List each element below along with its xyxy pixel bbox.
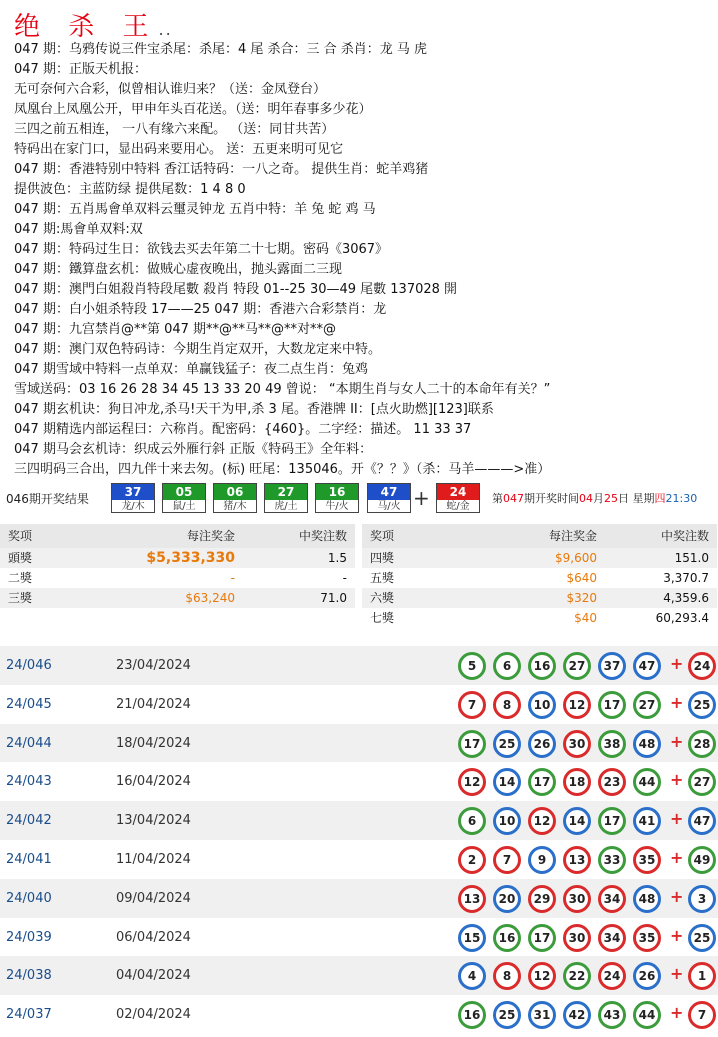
draw-ball	[162, 483, 206, 513]
prize-name: 三獎	[8, 591, 33, 605]
history-row	[0, 685, 718, 724]
history-row	[0, 762, 718, 801]
draw-plus: +	[413, 486, 430, 510]
prize-row	[362, 608, 717, 628]
special-ball: 7	[688, 1001, 716, 1029]
special-ball: 27	[688, 768, 716, 796]
number-ball: 37	[598, 652, 626, 680]
special-ball: 1	[688, 962, 716, 990]
draw-date: 18/04/2024	[116, 735, 191, 751]
draw-number: 06	[214, 484, 256, 500]
prize-amount: $63,240	[185, 591, 235, 605]
prize-name: 頭獎	[8, 551, 33, 565]
history-row	[0, 840, 718, 879]
prize-row	[362, 548, 717, 568]
prediction-line: 特码出在家门口，显出码来要用心。 送：五更来明可见它	[14, 142, 344, 157]
draw-zodiac: 牛/火	[325, 501, 349, 512]
number-ball: 8	[493, 691, 521, 719]
number-ball: 5	[458, 652, 486, 680]
issue-link[interactable]: 24/039	[6, 929, 52, 945]
number-ball: 2	[458, 846, 486, 874]
number-ball: 26	[528, 730, 556, 758]
draw-ball	[213, 483, 257, 513]
number-ball: 26	[633, 962, 661, 990]
prize-amount: -	[230, 571, 235, 585]
draw-date: 06/04/2024	[116, 929, 191, 945]
prize-count: 1.5	[327, 551, 347, 565]
special-ball: 28	[688, 730, 716, 758]
number-ball: 24	[598, 962, 626, 990]
prize-count: 3,370.7	[663, 571, 709, 585]
prediction-line: 提供波色：主蓝防绿 提供尾数：1 4 8 0	[14, 182, 246, 197]
prediction-line: 047 期雪域中特料一点单双：单赢钱猛子：夜二点生肖：兔鸡	[14, 362, 368, 377]
prize-table-header: 奖项 每注奖金 中奖注数	[0, 524, 355, 548]
draw-ball	[111, 483, 155, 513]
special-ball: 3	[688, 885, 716, 913]
number-ball: 6	[458, 807, 486, 835]
number-ball: 47	[633, 652, 661, 680]
special-ball: 24	[688, 652, 716, 680]
prize-count: 151.0	[674, 551, 709, 565]
special-ball: 47	[688, 807, 716, 835]
issue-link[interactable]: 24/041	[6, 851, 52, 867]
number-ball: 14	[493, 768, 521, 796]
prediction-line: 047 期：五肖馬會单双料云璽灵钟龙 五肖中特：羊 兔 蛇 鸡 马	[14, 202, 376, 217]
number-ball: 33	[598, 846, 626, 874]
prediction-line: 凤凰台上凤凰公开，甲申年头百花送。（送：明年春事多少花）	[14, 102, 372, 117]
number-ball: 25	[493, 1001, 521, 1029]
prize-amount: $5,333,330	[146, 550, 235, 566]
number-ball: 34	[598, 924, 626, 952]
number-ball: 48	[633, 885, 661, 913]
draw-zodiac: 蛇/金	[446, 501, 470, 512]
prize-table-left	[0, 524, 355, 608]
prize-name: 七獎	[370, 611, 395, 625]
draw-history-table	[0, 646, 718, 1034]
plus-sign: +	[670, 886, 684, 906]
number-ball: 6	[493, 652, 521, 680]
draw-date: 09/04/2024	[116, 890, 191, 906]
prediction-line: 047 期：乌鸦传说三件宝杀尾：杀尾：4 尾 杀合：三 合 杀肖：龙 马 虎	[14, 42, 428, 57]
draw-date: 04/04/2024	[116, 968, 191, 984]
history-row	[0, 918, 718, 957]
number-ball: 10	[493, 807, 521, 835]
prize-count: 4,359.6	[663, 591, 709, 605]
number-ball: 17	[598, 691, 626, 719]
title-text: 绝 杀 王	[14, 12, 159, 42]
draw-ball	[264, 483, 308, 513]
number-ball: 22	[563, 962, 591, 990]
plus-sign: +	[670, 809, 684, 829]
plus-sign: +	[670, 964, 684, 984]
issue-link[interactable]: 24/045	[6, 696, 52, 712]
number-ball: 17	[528, 768, 556, 796]
plus-sign: +	[670, 770, 684, 790]
draw-number: 05	[163, 484, 205, 500]
prize-name: 四獎	[370, 551, 395, 565]
number-ball: 13	[458, 885, 486, 913]
prize-count: 71.0	[320, 591, 347, 605]
number-ball: 8	[493, 962, 521, 990]
number-ball: 16	[458, 1001, 486, 1029]
number-ball: 12	[528, 962, 556, 990]
number-ball: 30	[563, 730, 591, 758]
draw-zodiac: 虎/土	[274, 501, 298, 512]
draw-number: 24	[437, 484, 479, 500]
number-ball: 7	[493, 846, 521, 874]
prediction-line: 雪域送码：03 16 26 28 34 45 13 33 20 49 曾说： “本期生肖与女人二十的本命年有关？”	[14, 382, 551, 397]
number-ball: 9	[528, 846, 556, 874]
number-ball: 23	[598, 768, 626, 796]
draw-ball	[367, 483, 411, 513]
number-ball: 20	[493, 885, 521, 913]
draw-date: 02/04/2024	[116, 1007, 191, 1023]
number-ball: 38	[598, 730, 626, 758]
number-ball: 34	[598, 885, 626, 913]
issue-link[interactable]: 24/044	[6, 735, 52, 751]
number-ball: 7	[458, 691, 486, 719]
number-ball: 48	[633, 730, 661, 758]
number-ball: 25	[493, 730, 521, 758]
issue-link[interactable]: 24/040	[6, 890, 52, 906]
prize-table-header: 奖项 每注奖金 中奖注数	[362, 524, 717, 548]
number-ball: 12	[563, 691, 591, 719]
number-ball: 27	[563, 652, 591, 680]
draw-number: 27	[265, 484, 307, 500]
draw-date: 23/04/2024	[116, 658, 191, 673]
prediction-text-block	[14, 40, 714, 480]
number-ball: 16	[528, 652, 556, 680]
number-ball: 35	[633, 846, 661, 874]
draw-date: 11/04/2024	[116, 851, 191, 867]
plus-sign: +	[670, 654, 684, 673]
draw-zodiac: 马/火	[377, 501, 401, 512]
prediction-line: 047 期:馬會单双料:双	[14, 222, 143, 237]
issue-link[interactable]: 24/043	[6, 774, 52, 790]
prediction-line: 047 期：特码过生日：欲钱去买去年第二十七期。密码《3067》	[14, 242, 389, 257]
number-ball: 27	[633, 691, 661, 719]
plus-sign: +	[670, 925, 684, 945]
prize-amount: $640	[566, 571, 597, 585]
prize-amount: $9,600	[555, 551, 597, 565]
prize-amount: $320	[566, 591, 597, 605]
prediction-line: 三四明码三合出，四九伴十来去匆。(标) 旺尾：135046。开《？？》（杀：马羊———>准）	[14, 462, 551, 477]
latest-draw-strip	[0, 481, 718, 515]
history-row	[0, 956, 718, 995]
issue-link[interactable]: 24/046	[6, 658, 52, 673]
number-ball: 17	[598, 807, 626, 835]
history-row	[0, 724, 718, 763]
prediction-line: 047 期：九宫禁肖@**第 047 期**@**马**@**对**@	[14, 322, 337, 337]
number-ball: 12	[458, 768, 486, 796]
number-ball: 31	[528, 1001, 556, 1029]
prediction-line: 047 期精选内部运程曰：六称肖。配密码：{460}。二字经：描述。 11 33 37	[14, 422, 472, 437]
history-row	[0, 646, 718, 685]
draw-date: 16/04/2024	[116, 774, 191, 790]
number-ball: 4	[458, 962, 486, 990]
number-ball: 29	[528, 885, 556, 913]
page-title	[14, 6, 173, 42]
number-ball: 17	[528, 924, 556, 952]
number-ball: 42	[563, 1001, 591, 1029]
number-ball: 41	[633, 807, 661, 835]
history-row	[0, 995, 718, 1034]
prediction-line: 047 期：澳門白姐殺肖特段尾數 殺肖 特段 01--25 30—49 尾數 137028 開	[14, 282, 458, 297]
prediction-line: 047 期：香港特别中特料 香江话特码：一八之奇。 提供生肖：蛇羊鸡猪	[14, 162, 429, 177]
history-row	[0, 801, 718, 840]
prize-row	[362, 568, 717, 588]
number-ball: 17	[458, 730, 486, 758]
issue-link[interactable]: 24/037	[6, 1007, 52, 1023]
special-ball: 49	[688, 846, 716, 874]
draw-label: 046期开奖结果	[6, 492, 89, 506]
prediction-line: 047 期：正版天机报：	[14, 62, 147, 77]
prediction-line: 三四之前五相连， 一八有缘六来配。 （送：同甘共苦）	[14, 122, 335, 137]
prize-count: -	[342, 571, 347, 585]
prize-row	[0, 588, 355, 608]
number-ball: 30	[563, 924, 591, 952]
plus-sign: +	[670, 847, 684, 867]
prediction-line: 无可奈何六合彩，似曾相认谁归来？（送：金凤登台）	[14, 82, 327, 97]
special-ball: 25	[688, 691, 716, 719]
prize-name: 二獎	[8, 571, 33, 585]
number-ball: 10	[528, 691, 556, 719]
prize-amount: $40	[574, 611, 597, 625]
number-ball: 14	[563, 807, 591, 835]
prediction-line: 047 期：澳门双色特码诗：今期生肖定双开，大数龙定来中特。	[14, 342, 381, 357]
plus-sign: +	[670, 731, 684, 751]
number-ball: 44	[633, 768, 661, 796]
draw-zodiac: 龙/木	[121, 501, 145, 512]
draw-date: 13/04/2024	[116, 813, 191, 829]
number-ball: 43	[598, 1001, 626, 1029]
prize-name: 六獎	[370, 591, 395, 605]
prize-row	[362, 588, 717, 608]
draw-ball	[315, 483, 359, 513]
number-ball: 30	[563, 885, 591, 913]
number-ball: 12	[528, 807, 556, 835]
issue-link[interactable]: 24/042	[6, 813, 52, 829]
draw-number: 37	[112, 484, 154, 500]
special-ball: 25	[688, 924, 716, 952]
number-ball: 18	[563, 768, 591, 796]
prediction-line: 047 期：鐵算盘玄机：做贼心虚夜晚出，抛头露面二三现	[14, 262, 342, 277]
prize-count: 60,293.4	[655, 611, 709, 625]
number-ball: 13	[563, 846, 591, 874]
prize-row	[0, 548, 355, 568]
history-row	[0, 879, 718, 918]
next-draw-info: 第047期开奖时间04月25日 星期四21:30	[492, 492, 698, 505]
draw-zodiac: 鼠/土	[172, 501, 196, 512]
draw-number: 16	[316, 484, 358, 500]
title-dots: ..	[158, 20, 173, 39]
prediction-line: 047 期玄机诀：狗日冲龙,杀马!天干为甲,杀 3 尾。香港牌 II：[点火助燃][123]联系	[14, 402, 494, 417]
issue-link[interactable]: 24/038	[6, 968, 52, 984]
draw-number: 47	[368, 484, 410, 500]
number-ball: 35	[633, 924, 661, 952]
draw-date: 21/04/2024	[116, 696, 191, 712]
draw-zodiac: 猪/木	[223, 501, 247, 512]
plus-sign: +	[670, 1003, 684, 1023]
prize-name: 五獎	[370, 571, 395, 585]
prediction-line: 047 期：白小姐杀特段 17——25 047 期：香港六合彩禁肖：龙	[14, 302, 387, 317]
prize-row	[0, 568, 355, 588]
plus-sign: +	[670, 692, 684, 712]
number-ball: 44	[633, 1001, 661, 1029]
prediction-line: 047 期马会玄机诗：织成云外雁行斜 正版《特码王》全年料：	[14, 442, 373, 457]
number-ball: 16	[493, 924, 521, 952]
draw-special-ball	[436, 483, 480, 513]
prize-table-right	[362, 524, 717, 628]
number-ball: 15	[458, 924, 486, 952]
